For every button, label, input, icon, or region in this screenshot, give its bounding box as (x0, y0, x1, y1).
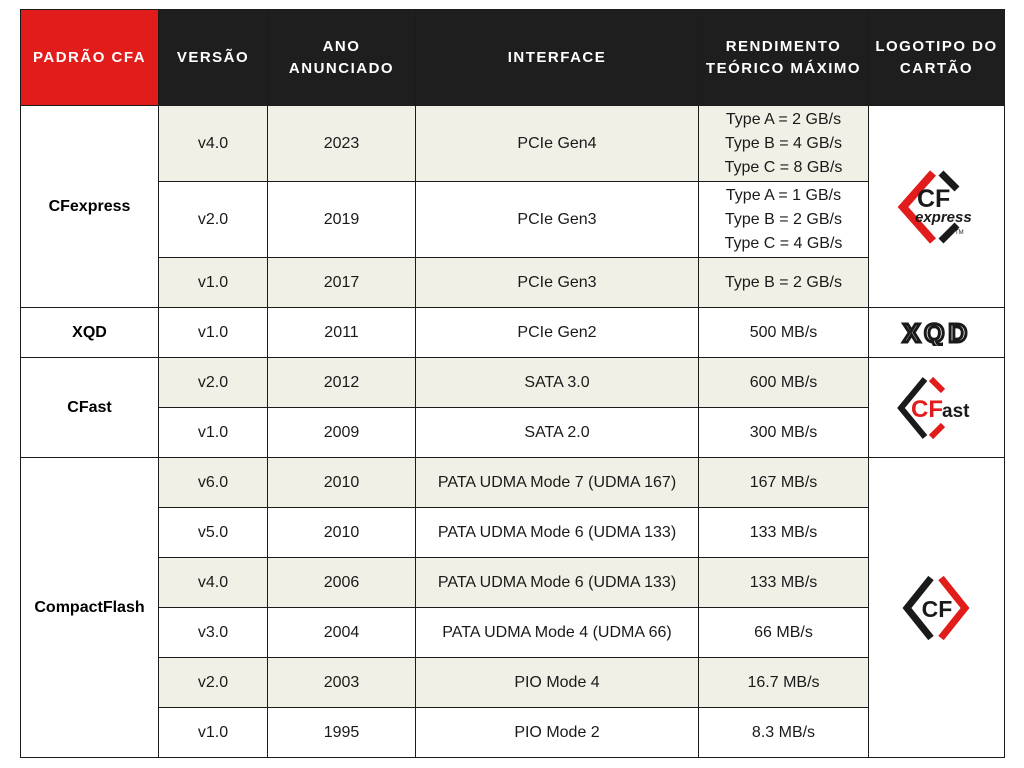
throughput-cell: 600 MB/s (699, 358, 869, 408)
cfast-logo-icon (895, 375, 979, 441)
table-row (21, 106, 1005, 182)
cfast-logo-cell (869, 358, 1005, 458)
year-cell: 1995 (268, 708, 416, 758)
svg-text:CF: CF (921, 595, 952, 622)
version-cell: v1.0 (159, 308, 268, 358)
throughput-cell: 133 MB/s (699, 508, 869, 558)
svg-text:CF: CF (910, 395, 943, 423)
year-cell: 2019 (268, 182, 416, 258)
version-cell: v2.0 (159, 358, 268, 408)
year-cell: 2017 (268, 258, 416, 308)
throughput-cell: 16.7 MB/s (699, 658, 869, 708)
throughput-cell: Type A = 1 GB/s Type B = 2 GB/s Type C = 4 GB/s (699, 182, 869, 258)
version-cell: v4.0 (159, 558, 268, 608)
interface-cell: PATA UDMA Mode 6 (UDMA 133) (416, 558, 699, 608)
version-cell: v2.0 (159, 658, 268, 708)
table-row (21, 182, 1005, 258)
standard-name-xqd: XQD (21, 308, 159, 358)
interface-cell: PCIe Gen3 (416, 182, 699, 258)
year-cell: 2004 (268, 608, 416, 658)
cfexpress-logo-icon (895, 167, 979, 247)
version-cell: v1.0 (159, 408, 268, 458)
xqd-logo-icon (878, 320, 996, 346)
standard-name-compactflash: CompactFlash (21, 458, 159, 758)
year-cell: 2023 (268, 106, 416, 182)
version-cell: v1.0 (159, 258, 268, 308)
year-cell: 2003 (268, 658, 416, 708)
header-year: ANO ANUNCIADO (268, 10, 416, 106)
cfa-standards-table (20, 9, 1005, 758)
interface-cell: PIO Mode 4 (416, 658, 699, 708)
throughput-cell: 133 MB/s (699, 558, 869, 608)
version-cell: v1.0 (159, 708, 268, 758)
header-interface: INTERFACE (416, 10, 699, 106)
header-standard: PADRÃO CFA (21, 10, 159, 106)
compactflash-logo-cell (869, 458, 1005, 758)
table-row (21, 408, 1005, 458)
table-row (21, 608, 1005, 658)
throughput-cell: 167 MB/s (699, 458, 869, 508)
table-row (21, 308, 1005, 358)
interface-cell: PATA UDMA Mode 4 (UDMA 66) (416, 608, 699, 658)
interface-cell: PIO Mode 2 (416, 708, 699, 758)
table-row (21, 558, 1005, 608)
year-cell: 2010 (268, 458, 416, 508)
table-row (21, 508, 1005, 558)
svg-text:CF: CF (916, 184, 950, 213)
year-cell: 2012 (268, 358, 416, 408)
throughput-cell: Type A = 2 GB/s Type B = 4 GB/s Type C = 8 GB/s (699, 106, 869, 182)
cfexpress-logo-cell (869, 106, 1005, 308)
svg-text:ast: ast (941, 400, 969, 422)
table-row (21, 358, 1005, 408)
xqd-logo-cell (869, 308, 1005, 358)
version-cell: v3.0 (159, 608, 268, 658)
year-cell: 2009 (268, 408, 416, 458)
interface-cell: PCIe Gen4 (416, 106, 699, 182)
throughput-cell: 500 MB/s (699, 308, 869, 358)
throughput-cell: Type B = 2 GB/s (699, 258, 869, 308)
interface-cell: PCIe Gen2 (416, 308, 699, 358)
standard-name-cfexpress: CFexpress (21, 106, 159, 308)
interface-cell: PATA UDMA Mode 7 (UDMA 167) (416, 458, 699, 508)
interface-cell: PATA UDMA Mode 6 (UDMA 133) (416, 508, 699, 558)
compactflash-logo-icon (901, 574, 973, 642)
standard-name-cfast: CFast (21, 358, 159, 458)
svg-text:express: express (914, 208, 972, 226)
year-cell: 2010 (268, 508, 416, 558)
header-throughput: RENDIMENTO TEÓRICO MÁXIMO (699, 10, 869, 106)
version-cell: v2.0 (159, 182, 268, 258)
interface-cell: SATA 2.0 (416, 408, 699, 458)
throughput-cell: 66 MB/s (699, 608, 869, 658)
table-row (21, 658, 1005, 708)
version-cell: v4.0 (159, 106, 268, 182)
table-header-row (21, 10, 1005, 106)
table-row (21, 708, 1005, 758)
interface-cell: SATA 3.0 (416, 358, 699, 408)
header-logo: LOGOTIPO DO CARTÃO (869, 10, 1005, 106)
version-cell: v5.0 (159, 508, 268, 558)
version-cell: v6.0 (159, 458, 268, 508)
header-version: VERSÃO (159, 10, 268, 106)
year-cell: 2011 (268, 308, 416, 358)
throughput-cell: 8.3 MB/s (699, 708, 869, 758)
throughput-cell: 300 MB/s (699, 408, 869, 458)
interface-cell: PCIe Gen3 (416, 258, 699, 308)
svg-text:XQD: XQD (902, 319, 971, 346)
year-cell: 2006 (268, 558, 416, 608)
svg-text:TM: TM (954, 229, 964, 236)
table-row (21, 258, 1005, 308)
table-row (21, 458, 1005, 508)
